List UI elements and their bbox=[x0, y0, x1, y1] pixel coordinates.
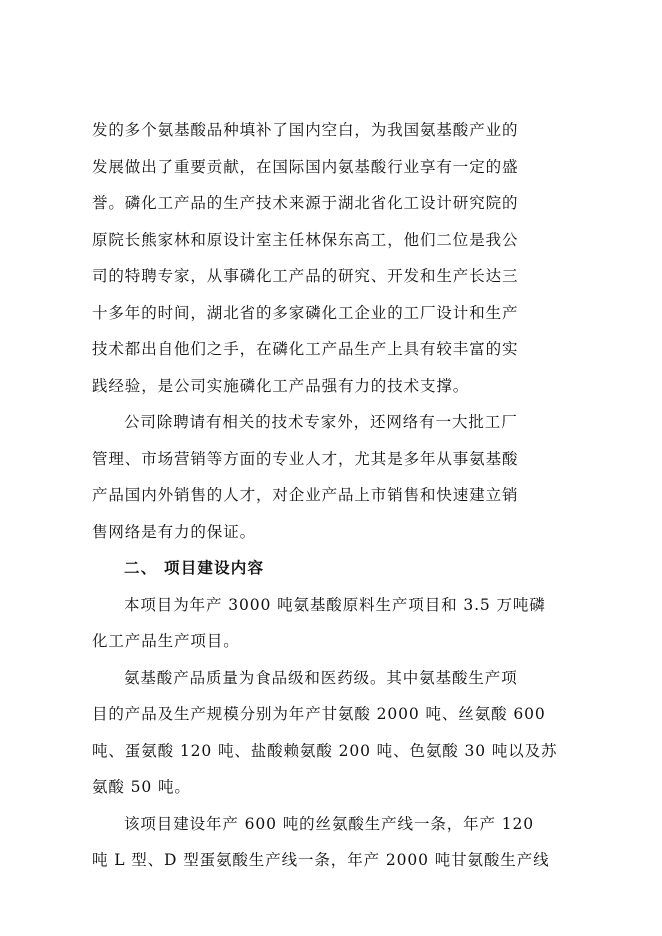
section-heading: 二、 项目建设内容 bbox=[124, 558, 265, 577]
text-line: 发展做出了重要贡献，在国际国内氨基酸行业享有一定的盛 bbox=[92, 157, 519, 176]
paragraph-1 bbox=[92, 112, 562, 404]
text-line: 该项目建设年产 600 吨的丝氨酸生产线一条，年产 120 bbox=[124, 814, 535, 833]
text-line: 吨、蛋氨酸 120 吨、盐酸赖氨酸 200 吨、色氨酸 30 吨以及苏 bbox=[92, 741, 558, 760]
text-line: 践经验，是公司实施磷化工产品强有力的技术支撑。 bbox=[92, 376, 470, 395]
paragraph-4 bbox=[92, 660, 562, 806]
text-line: 管理、市场营销等方面的专业人才，尤其是多年从事氨基酸 bbox=[92, 449, 519, 468]
text-line: 司的特聘专家，从事磷化工产品的研究、开发和生产长达三 bbox=[92, 267, 519, 285]
text-line: 技术都出自他们之手，在磷化工产品生产上具有较丰富的实 bbox=[92, 340, 519, 358]
paragraph-2 bbox=[92, 404, 562, 550]
paragraph-5 bbox=[92, 806, 562, 879]
text-line: 誉。磷化工产品的生产技术来源于湖北省化工设计研究院的 bbox=[92, 194, 519, 212]
text-line: 氨基酸产品质量为食品级和医药级。其中氨基酸生产项 bbox=[124, 668, 518, 687]
text-line: 目的产品及生产规模分别为年产甘氨酸 2000 吨、丝氨酸 600 bbox=[92, 705, 546, 723]
text-line: 氨酸 50 吨。 bbox=[92, 778, 191, 796]
text-line: 售网络是有力的保证。 bbox=[92, 522, 257, 541]
paragraph-3 bbox=[92, 587, 562, 660]
text-line: 本项目为年产 3000 吨氨基酸原料生产项目和 3.5 万吨磷 bbox=[124, 595, 546, 614]
text-line: 产品国内外销售的人才，对企业产品上市销售和快速建立销 bbox=[92, 486, 519, 504]
text-line: 发的多个氨基酸品种填补了国内空白，为我国氨基酸产业的 bbox=[92, 121, 519, 139]
text-line: 十多年的时间，湖北省的多家磷化工企业的工厂设计和生产 bbox=[92, 303, 519, 322]
text-line: 原院长熊家林和原设计室主任林保东高工，他们二位是我公 bbox=[92, 230, 519, 249]
text-line: 吨 L 型、D 型蛋氨酸生产线一条，年产 2000 吨甘氨酸生产线 bbox=[92, 851, 550, 869]
text-line: 化工产品生产项目。 bbox=[92, 632, 240, 650]
document-body bbox=[92, 112, 562, 879]
text-line: 公司除聘请有相关的技术专家外，还网络有一大批工厂 bbox=[124, 413, 518, 431]
